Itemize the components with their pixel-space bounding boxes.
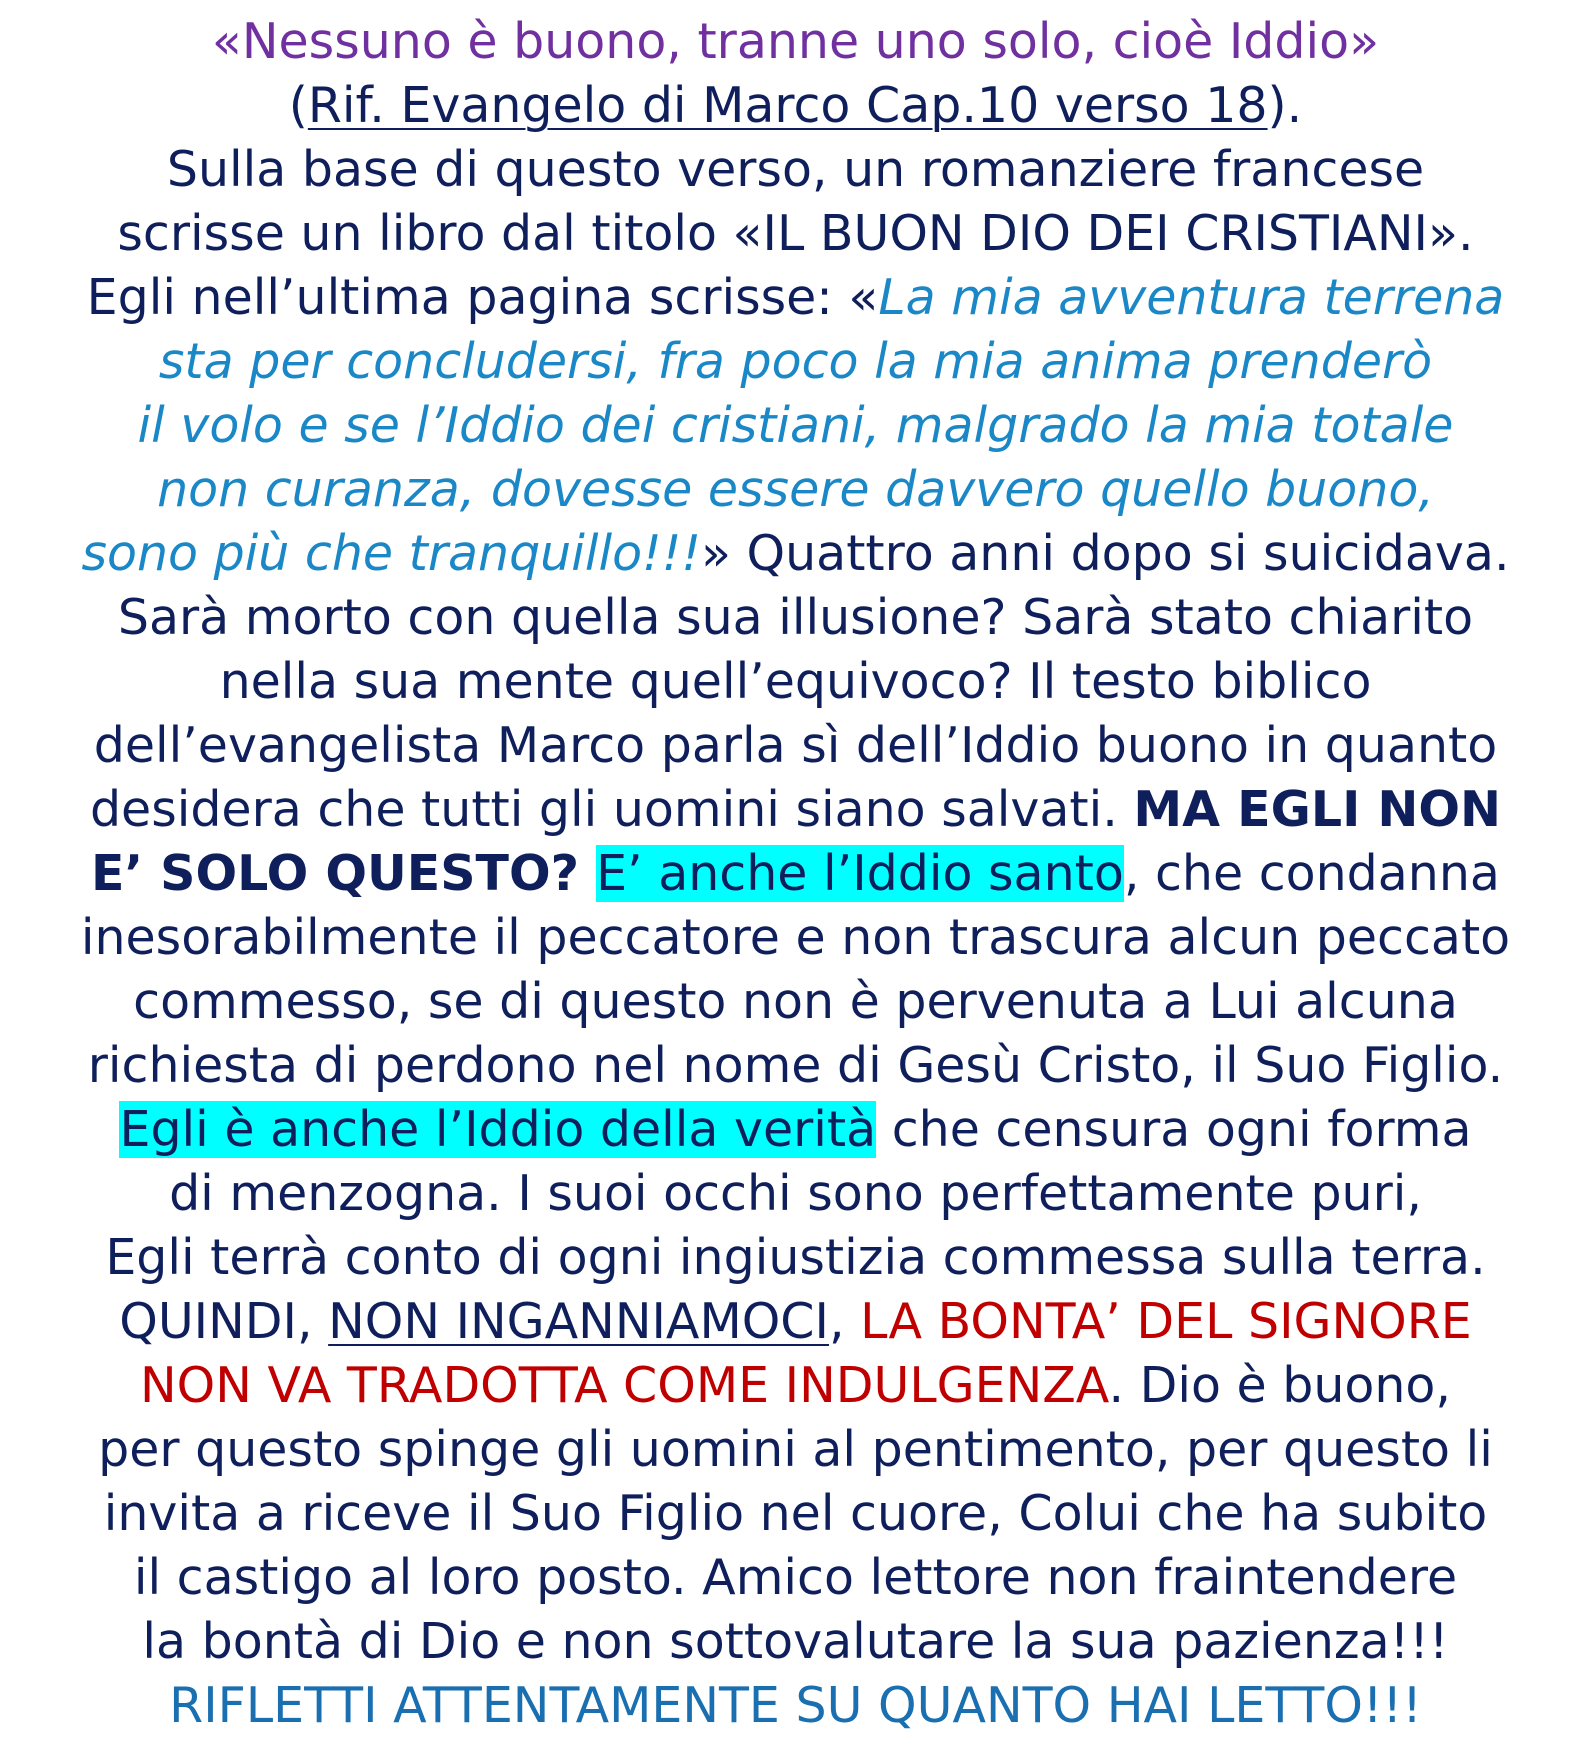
text-line-13: inesorabilmente il peccatore e non trascura alcun peccato: [80, 909, 1511, 966]
text-segment: ,: [828, 1293, 861, 1350]
text-line-10: dell’evangelista Marco parla sì dell’Iddio buono in quanto: [93, 717, 1498, 774]
text-segment: . Dio è buono,: [1108, 1357, 1451, 1414]
text-line-12: [0, 842, 1591, 906]
text-line-18: Egli terrà conto di ogni ingiustizia commessa sulla terra.: [105, 1229, 1486, 1286]
reference-link[interactable]: Rif. Evangelo di Marco Cap.10 verso 18: [307, 77, 1268, 134]
text-line-9: nella sua mente quell’equivoco? Il testo biblico: [219, 653, 1372, 710]
reference-line: [0, 74, 1591, 138]
novel-quote: La mia avventura terrena: [878, 269, 1505, 326]
text-line-19: [0, 1290, 1591, 1354]
text-line-15: richiesta di perdono nel nome di Gesù Cristo, il Suo Figlio.: [87, 1037, 1504, 1094]
text-segment: » Quattro anni dopo si suicidava.: [701, 525, 1510, 582]
text-line-23: il castigo al loro posto. Amico lettore non fraintendere: [133, 1549, 1458, 1606]
title-quote: «Nessuno è buono, tranne uno solo, cioè Iddio»: [211, 13, 1380, 70]
text-segment: che censura ogni forma: [876, 1101, 1472, 1158]
text-line-20: [0, 1354, 1591, 1418]
text-line-7: [0, 522, 1591, 586]
text-segment: desidera che tutti gli uomini siano salvati.: [89, 781, 1134, 838]
text-line-2: scrisse un libro dal titolo «IL BUON DIO DEI CRISTIANI».: [117, 205, 1474, 262]
text-line-3: [0, 266, 1591, 330]
text-line-24: la bontà di Dio e non sottovalutare la sua pazienza!!!: [142, 1613, 1449, 1670]
text-line-22: invita a riceve il Suo Figlio nel cuore, Colui che ha subito: [103, 1485, 1488, 1542]
text-line-1: Sulla base di questo verso, un romanziere francese: [166, 141, 1425, 198]
novel-quote-line-6: non curanza, dovesse essere davvero quello buono,: [157, 461, 1434, 518]
text-line-16: [0, 1098, 1591, 1162]
text-line-17: di menzogna. I suoi occhi sono perfettamente puri,: [169, 1165, 1422, 1222]
text-segment: Egli nell’ultima pagina scrisse: «: [86, 269, 879, 326]
text-line-8: Sarà morto con quella sua illusione? Sarà stato chiarito: [117, 589, 1474, 646]
reference-close: ).: [1267, 77, 1303, 134]
novel-quote-line-5: il volo e se l’Iddio dei cristiani, malgrado la mia totale: [137, 397, 1454, 454]
text-line-14: commesso, se di questo non è pervenuta a Lui alcuna: [133, 973, 1458, 1030]
reference-open: (: [288, 77, 308, 134]
novel-quote-line-4: sta per concludersi, fra poco la mia anima prenderò: [158, 333, 1433, 390]
text-line-11: [0, 778, 1591, 842]
highlight-god-of-truth: Egli è anche l’Iddio della verità: [119, 1101, 877, 1158]
bold-emphasis: E’ SOLO QUESTO?: [91, 845, 597, 902]
highlight-holy-god: E’ anche l’Iddio santo: [596, 845, 1124, 902]
bold-emphasis: MA EGLI NON: [1133, 781, 1502, 838]
red-warning: NON VA TRADOTTA COME INDULGENZA: [140, 1357, 1109, 1414]
text-line-21: per questo spinge gli uomini al pentimento, per questo li: [98, 1421, 1493, 1478]
text-segment: QUINDI,: [119, 1293, 329, 1350]
red-warning: LA BONTA’ DEL SIGNORE: [860, 1293, 1472, 1350]
underlined-warning: NON INGANNIAMOCI: [328, 1293, 829, 1350]
closing-exhortation: RIFLETTI ATTENTAMENTE SU QUANTO HAI LETTO!!!: [169, 1677, 1422, 1734]
text-segment: , che condanna: [1123, 845, 1500, 902]
novel-quote-end: sono più che tranquillo!!!: [81, 525, 701, 582]
